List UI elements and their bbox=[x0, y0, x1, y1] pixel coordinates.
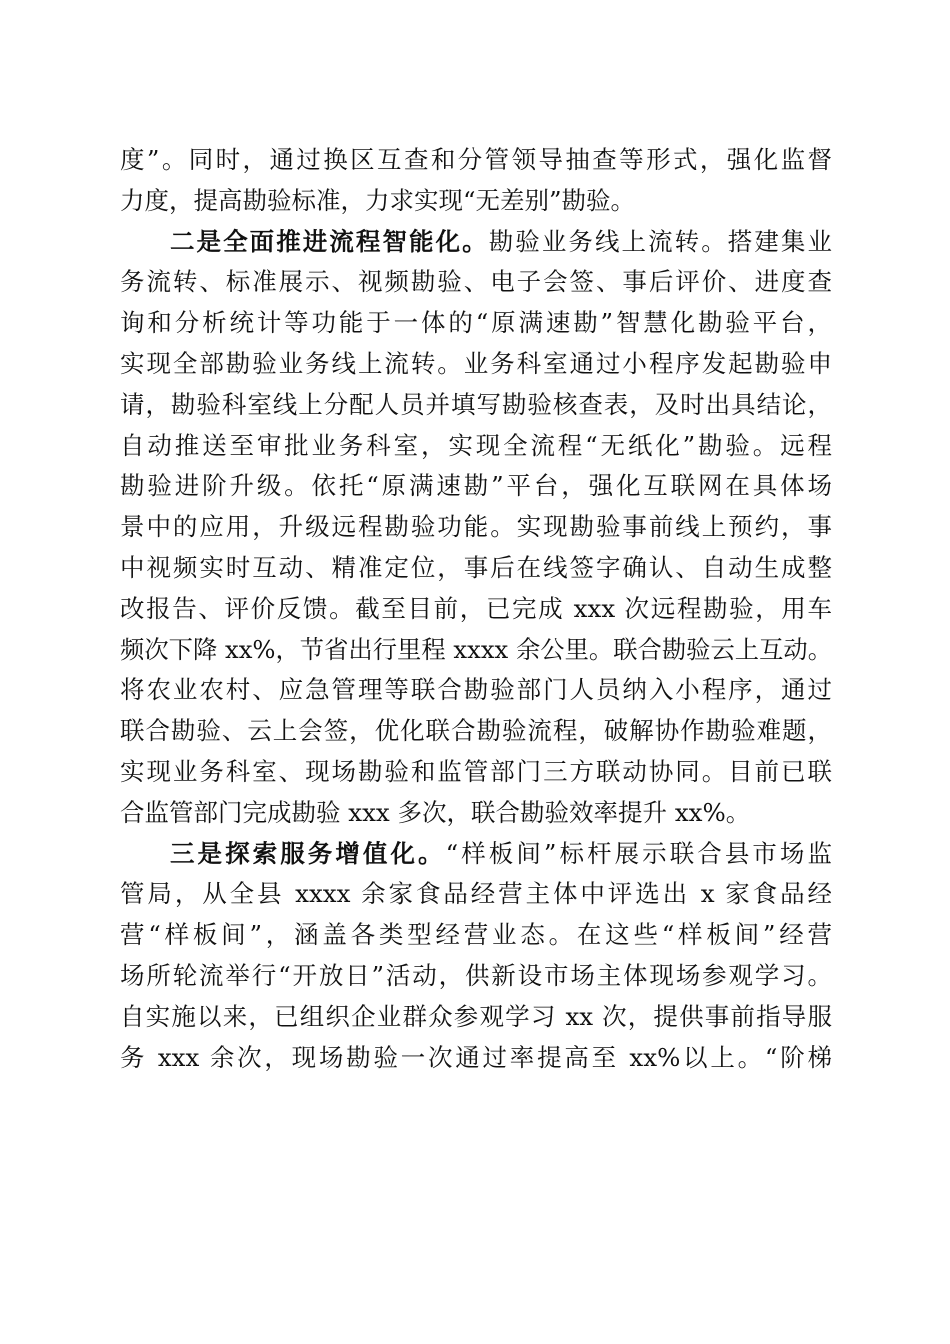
line-text: 实现全部勘验业务线上流转。业务科室通过小程序发起勘验申 bbox=[120, 348, 832, 378]
line-text: 力度，提高勘验标准，力求实现“无差别”勘验。 bbox=[120, 185, 636, 215]
text-line-content bbox=[120, 589, 832, 630]
text-line-content bbox=[120, 426, 832, 467]
text-line bbox=[120, 915, 832, 956]
text-line bbox=[120, 426, 832, 467]
text-line bbox=[120, 1038, 832, 1079]
line-text: 实现业务科室、现场勘验和监管部门三方联动协同。目前已联 bbox=[120, 756, 832, 786]
line-text: 联合勘验、云上会签，优化联合勘验流程，破解协作勘验难题， bbox=[120, 716, 832, 746]
text-line-content bbox=[120, 262, 832, 303]
line-text: 景中的应用，升级远程勘验功能。实现勘验事前线上预约，事 bbox=[120, 512, 832, 542]
line-text: 勘验业务线上流转。搭建集业 bbox=[488, 226, 832, 256]
line-text: 合监管部门完成勘验 xxx 多次，联合勘验效率提升 xx%。 bbox=[120, 797, 751, 827]
text-line-content bbox=[120, 507, 832, 548]
text-line bbox=[120, 303, 832, 344]
text-line-content bbox=[170, 222, 832, 263]
line-text: 勘验进阶升级。依托“原满速勘”平台，强化互联网在具体场 bbox=[120, 471, 832, 501]
line-text: 场所轮流举行“开放日”活动，供新设市场主体现场参观学习。 bbox=[120, 960, 832, 990]
line-text: 务流转、标准展示、视频勘验、电子会签、事后评价、进度查 bbox=[120, 267, 832, 297]
text-line-content bbox=[120, 711, 832, 752]
line-text: “样板间”标杆展示联合县市场监 bbox=[445, 838, 832, 868]
text-line bbox=[120, 140, 832, 181]
text-line bbox=[120, 262, 832, 303]
text-line bbox=[120, 793, 832, 834]
line-text: 频次下降 xx%，节省出行里程 xxxx 余公里。联合勘验云上互动。 bbox=[120, 634, 832, 664]
line-text: 请，勘验科室线上分配人员并填写勘验核查表，及时出具结论， bbox=[120, 389, 832, 419]
text-line-content bbox=[170, 834, 832, 875]
text-line-content bbox=[120, 752, 832, 793]
bold-heading: 二是全面推进流程智能化。 bbox=[170, 226, 489, 256]
text-line bbox=[120, 507, 832, 548]
text-line-content bbox=[120, 956, 832, 997]
text-line-content bbox=[120, 630, 832, 671]
text-line bbox=[120, 752, 832, 793]
body-text bbox=[120, 140, 832, 1078]
line-text: 度”。同时，通过换区互查和分管领导抽查等形式，强化监督 bbox=[120, 145, 832, 174]
text-line-content bbox=[120, 548, 832, 589]
line-text: 务 xxx 余次，现场勘验一次通过率提高至 xx%以上。“阶梯 bbox=[120, 1042, 832, 1072]
text-line bbox=[120, 548, 832, 589]
bold-heading: 三是探索服务增值化。 bbox=[170, 838, 446, 868]
text-line bbox=[120, 222, 832, 263]
text-line-content bbox=[120, 181, 832, 222]
text-line bbox=[120, 466, 832, 507]
text-line-content bbox=[120, 997, 832, 1038]
text-line bbox=[120, 670, 832, 711]
text-line-content bbox=[120, 140, 832, 181]
text-line-content bbox=[120, 793, 832, 834]
line-text: 管局，从全县 xxxx 余家食品经营主体中评选出 x 家食品经 bbox=[120, 879, 832, 909]
text-line bbox=[120, 956, 832, 997]
text-line-content bbox=[120, 915, 832, 956]
text-line bbox=[120, 630, 832, 671]
text-line-content bbox=[120, 344, 832, 385]
text-line bbox=[120, 874, 832, 915]
line-text: 询和分析统计等功能于一体的“原满速勘”智慧化勘验平台， bbox=[120, 308, 832, 338]
text-line-content bbox=[120, 670, 832, 711]
text-line bbox=[120, 997, 832, 1038]
text-line bbox=[120, 834, 832, 875]
text-line bbox=[120, 589, 832, 630]
text-line-content bbox=[120, 303, 832, 344]
line-text: 自动推送至审批业务科室，实现全流程“无纸化”勘验。远程 bbox=[120, 430, 832, 460]
line-text: 改报告、评价反馈。截至目前，已完成 xxx 次远程勘验，用车 bbox=[120, 593, 832, 623]
text-line bbox=[120, 385, 832, 426]
text-line bbox=[120, 711, 832, 752]
line-text: 自实施以来，已组织企业群众参观学习 xx 次，提供事前指导服 bbox=[120, 1001, 832, 1031]
line-text: 营“样板间”，涵盖各类型经营业态。在这些“样板间”经营 bbox=[120, 920, 832, 950]
line-text: 中视频实时互动、精准定位，事后在线签字确认、自动生成整 bbox=[120, 552, 832, 582]
text-line-content bbox=[120, 1038, 832, 1079]
text-line-content bbox=[120, 466, 832, 507]
text-line bbox=[120, 181, 832, 222]
line-text: 将农业农村、应急管理等联合勘验部门人员纳入小程序，通过 bbox=[120, 675, 832, 705]
text-line bbox=[120, 344, 832, 385]
text-line-content bbox=[120, 385, 832, 426]
text-line-content bbox=[120, 874, 832, 915]
